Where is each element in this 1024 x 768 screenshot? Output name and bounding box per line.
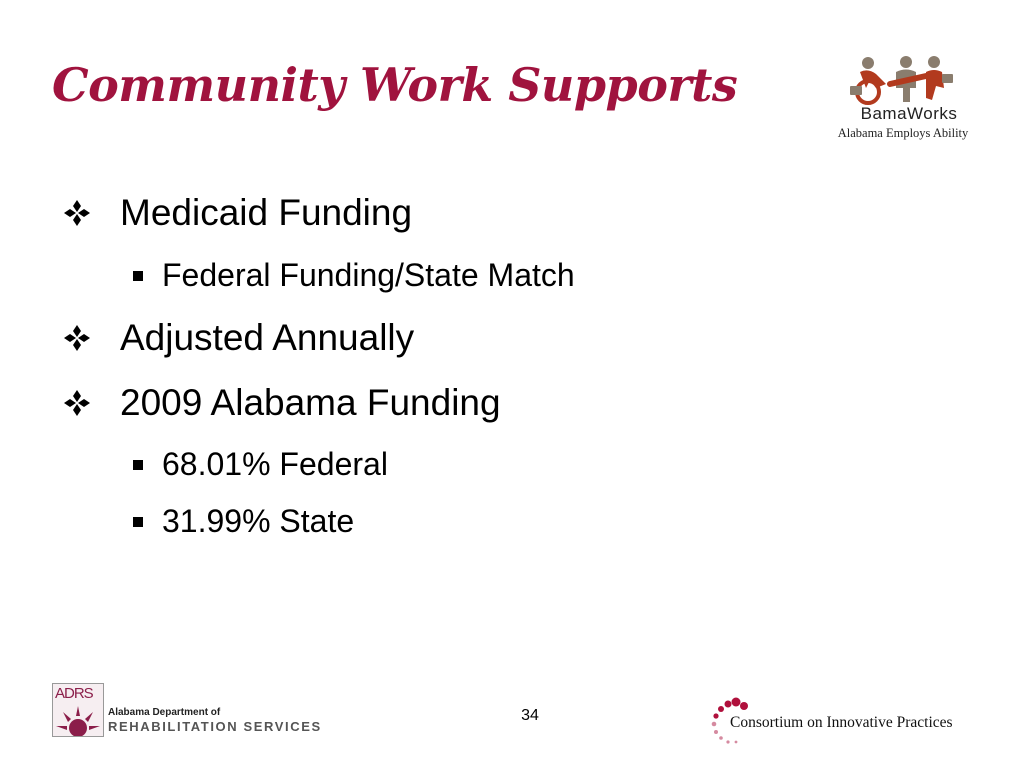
bullet-text: Medicaid Funding	[120, 192, 413, 233]
sub-bullet-text: 31.99% State	[162, 502, 355, 539]
adrs-logo	[52, 683, 322, 739]
sub-bullet-item	[133, 255, 575, 295]
bamaworks-logo	[828, 54, 978, 146]
cip-text: Consortium on Innovative Practices	[730, 714, 953, 731]
square-bullet-icon	[133, 460, 143, 470]
page-number: 34	[521, 707, 539, 724]
sub-bullet-item	[133, 444, 388, 484]
diamond-quad-icon	[64, 388, 120, 418]
sub-bullet-text: 68.01% Federal	[162, 445, 388, 482]
bamaworks-figures-icon	[846, 54, 956, 106]
sub-bullet-text: Federal Funding/State Match	[162, 256, 575, 293]
diamond-quad-icon	[64, 198, 120, 228]
square-bullet-icon	[133, 517, 143, 527]
bullet-text: Adjusted Annually	[120, 317, 415, 358]
slide-title: Community Work Supports	[52, 58, 738, 112]
bullet-item	[64, 188, 412, 238]
bullet-text: 2009 Alabama Funding	[120, 382, 501, 423]
square-bullet-icon	[133, 271, 143, 281]
bullet-item	[64, 313, 414, 363]
adrs-abbr: ADRS	[55, 685, 93, 702]
diamond-quad-icon	[64, 323, 120, 353]
bullet-item	[64, 378, 501, 428]
cip-logo	[708, 696, 988, 746]
adrs-line1: Alabama Department of	[108, 707, 221, 718]
bamaworks-name: BamaWorks	[860, 104, 958, 123]
adrs-emblem-icon	[52, 683, 104, 737]
adrs-line2: REHABILITATION SERVICES	[108, 719, 322, 734]
bamaworks-tagline: Alabama Employs Ability	[837, 126, 969, 140]
sub-bullet-item	[133, 501, 354, 541]
